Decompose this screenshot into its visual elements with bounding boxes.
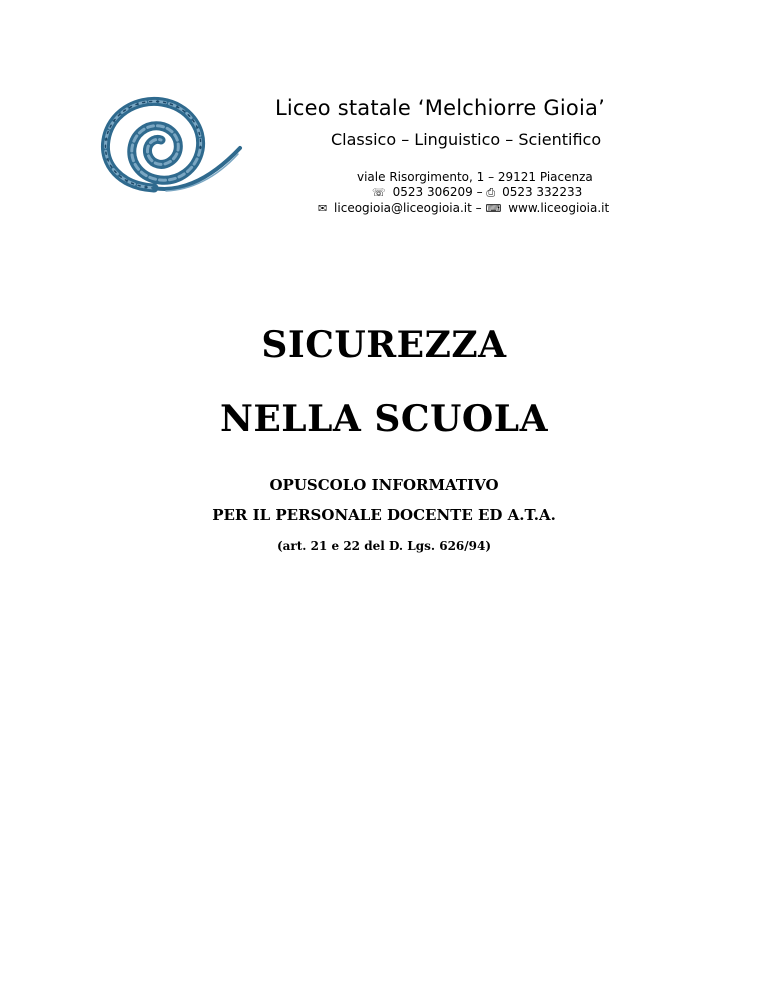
- spiral-logo-icon: [96, 92, 244, 202]
- separator: –: [476, 185, 483, 199]
- website-link[interactable]: www.liceogioia.it: [508, 201, 610, 215]
- contact-email-web: [318, 201, 609, 215]
- phone-icon: ☏: [372, 186, 386, 199]
- contact-phone-fax: [372, 185, 582, 200]
- fax-icon: ⎙: [486, 186, 496, 199]
- document-title-line1: SICUREZZA: [261, 324, 507, 366]
- document-subtitle-line1: OPUSCOLO INFORMATIVO: [269, 476, 499, 494]
- school-address: viale Risorgimento, 1 – 29121 Piacenza: [357, 170, 593, 184]
- fax-number: 0523 332233: [502, 185, 583, 199]
- school-name: Liceo statale ‘Melchiorre Gioia’: [275, 96, 605, 120]
- document-title-line2: NELLA SCUOLA: [219, 398, 549, 440]
- document-subtitle-line2: PER IL PERSONALE DOCENTE ED A.T.A.: [212, 506, 556, 524]
- email-address[interactable]: liceogioia@liceogioia.it: [334, 201, 472, 215]
- school-type: Classico – Linguistico – Scientifico: [331, 130, 602, 149]
- computer-icon: ⌨: [485, 202, 502, 215]
- phone-number: 0523 306209: [392, 185, 473, 199]
- legal-reference: (art. 21 e 22 del D. Lgs. 626/94): [276, 539, 492, 553]
- envelope-icon: ✉: [318, 202, 328, 215]
- separator: –: [475, 201, 482, 215]
